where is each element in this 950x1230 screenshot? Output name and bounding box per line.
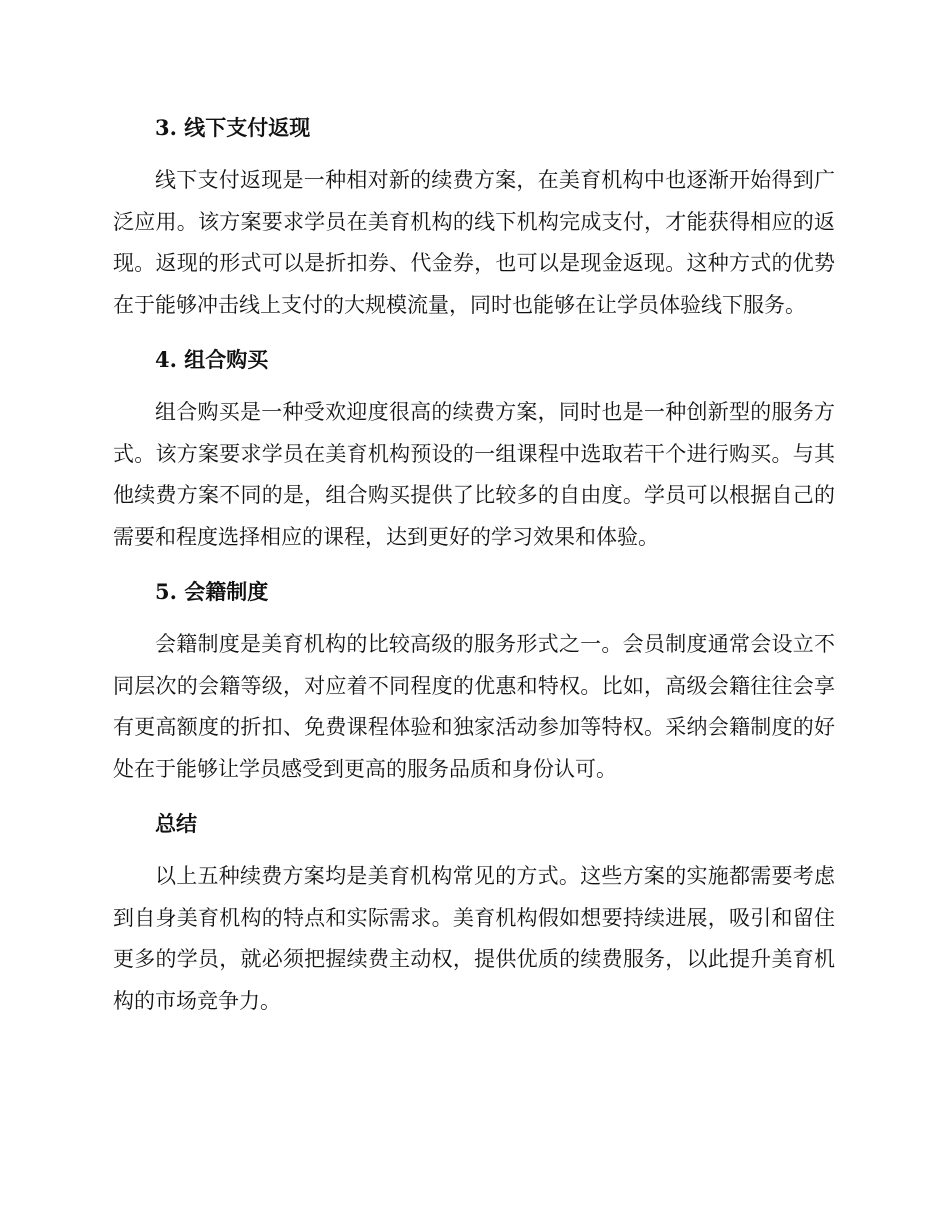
document-body: [113, 108, 835, 1022]
section-heading-summary: 总结: [155, 811, 197, 836]
section-paragraph-membership: 会籍制度是美育机构的比较高级的服务形式之一。会员制度通常会设立不同层次的会籍等级，对应着不同程度的优惠和特权。比如，高级会籍往往会享有更高额度的折扣、免费课程体验和独家活动参加等特权。采纳会籍制度的好处在于能够让学员感受到更高的服务品质和身份认可。: [113, 632, 835, 781]
section-paragraph-summary: 以上五种续费方案均是美育机构常见的方式。这些方案的实施都需要考虑到自身美育机构的特点和实际需求。美育机构假如想要持续进展，吸引和留住更多的学员，就必须把握续费主动权，提供优质的续费服务，以此提升美育机构的市场竞争力。: [113, 864, 835, 1013]
section-paragraph-offline-cashback: 线下支付返现是一种相对新的续费方案，在美育机构中也逐渐开始得到广泛应用。该方案要求学员在美育机构的线下机构完成支付，才能获得相应的返现。返现的形式可以是折扣券、代金券，也可以是现金返现。这种方式的优势在于能够冲击线上支付的大规模流量，同时也能够在让学员体验线下服务。: [113, 168, 835, 317]
section-heading-offline-cashback: 3. 线下支付返现: [155, 115, 311, 140]
section-paragraph-bundle-purchase: 组合购买是一种受欢迎度很高的续费方案，同时也是一种创新型的服务方式。该方案要求学员在美育机构预设的一组课程中选取若干个进行购买。与其他续费方案不同的是，组合购买提供了比较多的自由度。学员可以根据自己的需要和程度选择相应的课程，达到更好的学习效果和体验。: [113, 400, 835, 549]
section-heading-membership: 5. 会籍制度: [155, 579, 269, 604]
section-heading-bundle-purchase: 4. 组合购买: [155, 347, 269, 372]
